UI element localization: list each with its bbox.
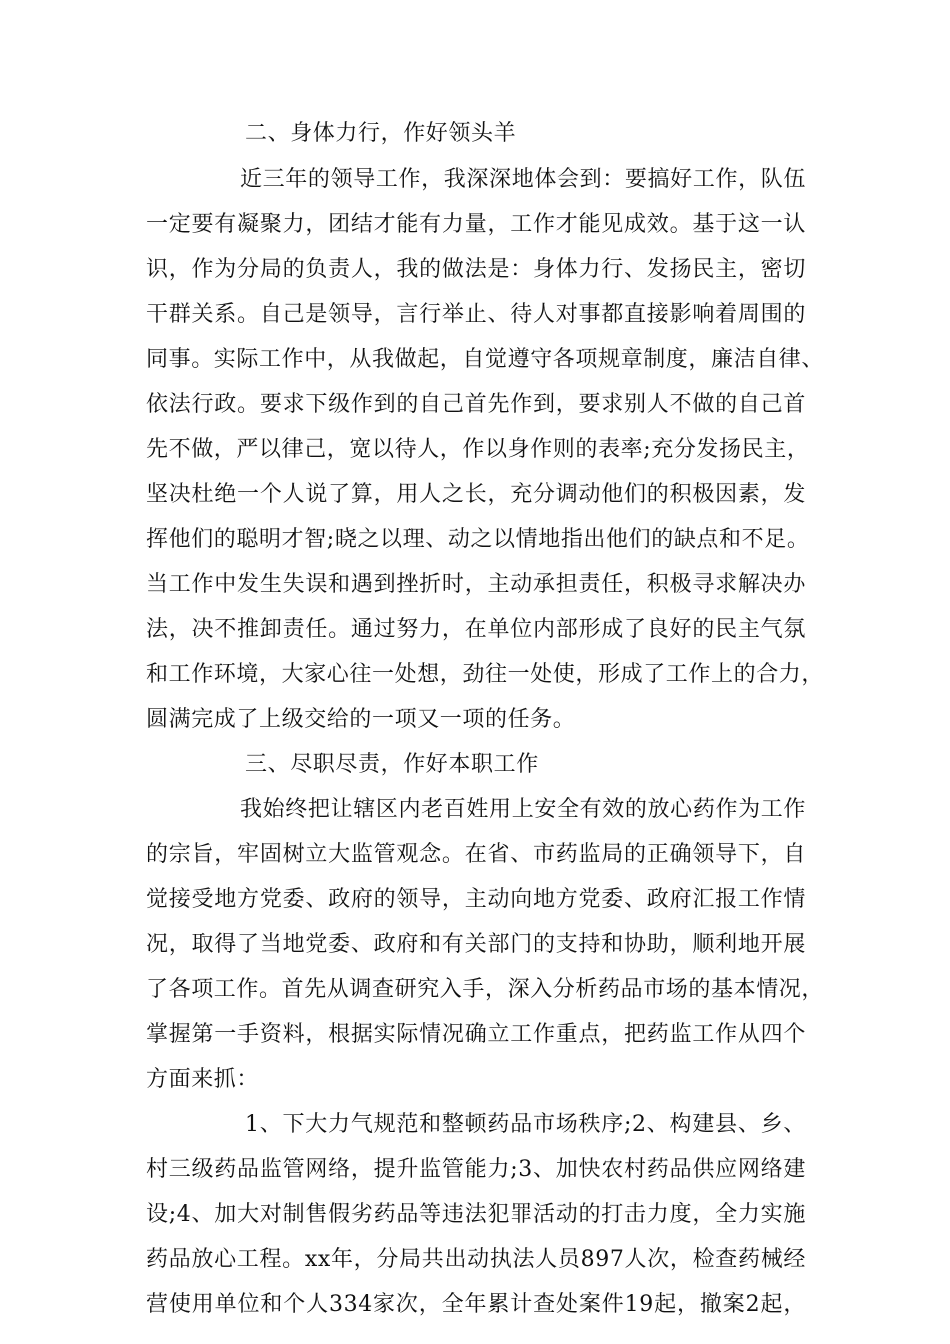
- paragraph-line: 当工作中发生失误和遇到挫折时，主动承担责任，积极寻求解决办: [146, 572, 806, 597]
- paragraph-line: 先不做，严以律己，宽以待人，作以身作则的表率;充分发扬民主，: [146, 437, 810, 462]
- paragraph-line: 1、下大力气规范和整顿药品市场秩序;2、构建县、乡、: [245, 1112, 806, 1137]
- paragraph-line: 同事。实际工作中，从我做起，自觉遵守各项规章制度，廉洁自律、: [146, 347, 825, 372]
- paragraph-line: 识，作为分局的负责人，我的做法是：身体力行、发扬民主，密切: [146, 257, 806, 282]
- paragraph-line: 营使用单位和个人334家次，全年累计查处案件19起，撤案2起，: [146, 1292, 806, 1317]
- paragraph-line: 方面来抓：: [146, 1067, 260, 1092]
- paragraph-line: 我始终把让辖区内老百姓用上安全有效的放心药作为工作: [240, 797, 806, 822]
- heading-section-3: 三、尽职尽责，作好本职工作: [245, 752, 539, 777]
- paragraph-line: 的宗旨，牢固树立大监管观念。在省、市药监局的正确领导下，自: [146, 842, 806, 867]
- paragraph-line: 一定要有凝聚力，团结才能有力量，工作才能见成效。基于这一认: [146, 212, 806, 237]
- paragraph-line: 设;4、加大对制售假劣药品等违法犯罪活动的打击力度，全力实施: [146, 1202, 806, 1227]
- paragraph-line: 村三级药品监管网络，提升监管能力;3、加快农村药品供应网络建: [146, 1157, 806, 1182]
- paragraph-line: 坚决杜绝一个人说了算，用人之长，充分调动他们的积极因素，发: [146, 482, 806, 507]
- paragraph-line: 挥他们的聪明才智;晓之以理、动之以情地指出他们的缺点和不足。: [146, 527, 810, 552]
- paragraph-line: 依法行政。要求下级作到的自己首先作到，要求别人不做的自己首: [146, 392, 806, 417]
- paragraph-line: 掌握第一手资料，根据实际情况确立工作重点，把药监工作从四个: [146, 1022, 806, 1047]
- paragraph-line: 法，决不推卸责任。通过努力，在单位内部形成了良好的民主气氛: [146, 617, 806, 642]
- paragraph-line: 圆满完成了上级交给的一项又一项的任务。: [146, 707, 576, 732]
- paragraph-line: 觉接受地方党委、政府的领导，主动向地方党委、政府汇报工作情: [146, 887, 806, 912]
- heading-section-2: 二、身体力行，作好领头羊: [245, 121, 517, 146]
- paragraph-line: 药品放心工程。xx年，分局共出动执法人员897人次，检查药械经: [146, 1247, 806, 1272]
- paragraph-line: 况，取得了当地党委、政府和有关部门的支持和协助，顺利地开展: [146, 932, 806, 957]
- paragraph-line: 了各项工作。首先从调查研究入手，深入分析药品市场的基本情况，: [146, 977, 825, 1002]
- paragraph-line: 近三年的领导工作，我深深地体会到：要搞好工作，队伍: [240, 167, 806, 192]
- paragraph-line: 和工作环境，大家心往一处想，劲往一处使，形成了工作上的合力，: [146, 662, 825, 687]
- paragraph-line: 干群关系。自己是领导，言行举止、待人对事都直接影响着周围的: [146, 302, 806, 327]
